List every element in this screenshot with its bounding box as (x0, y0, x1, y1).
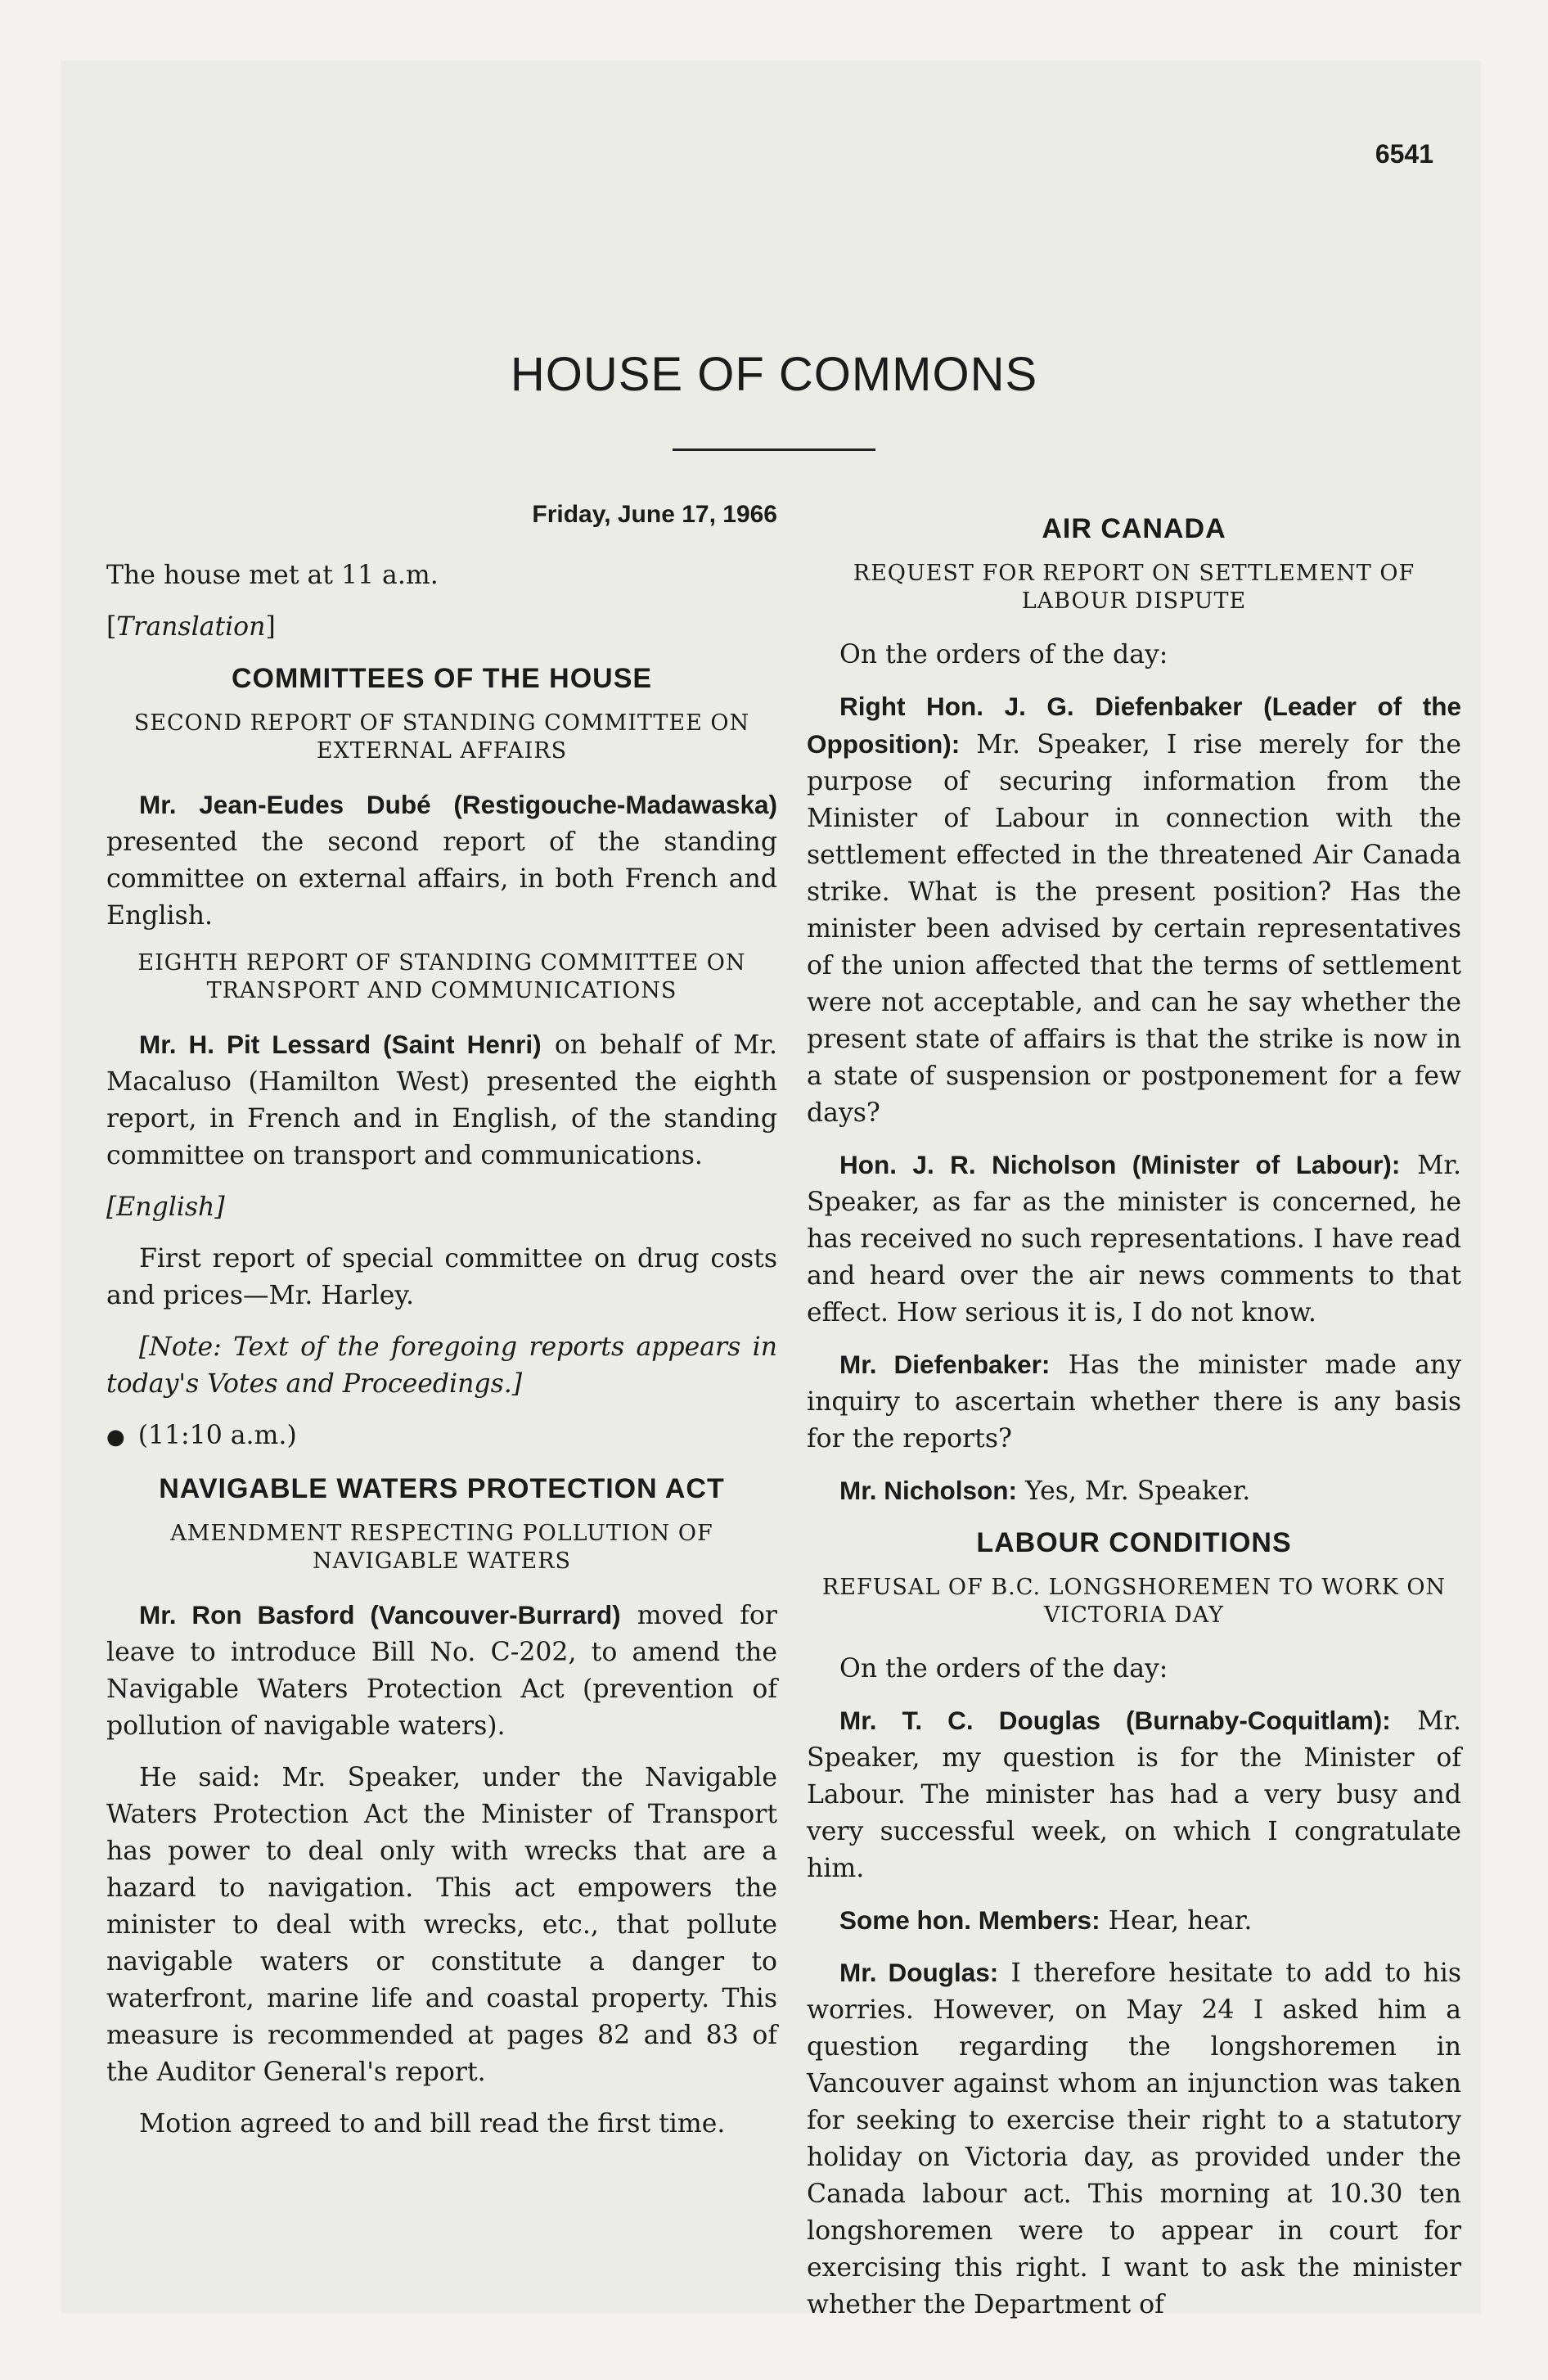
speaker-name: Mr. Douglas: (839, 1958, 999, 1987)
page-number: 6541 (1375, 139, 1433, 169)
note-paragraph: [Note: Text of the foregoing reports appears in today's Votes and Proceedings.] (106, 1332, 777, 1399)
bracket-close: ] (265, 612, 276, 642)
speech-paragraph (106, 1026, 777, 1174)
orders-line: On the orders of the day: (839, 640, 1168, 669)
speech-paragraph (807, 1702, 1461, 1887)
speech-text: I therefore hesitate to add to his worries. However, on May 24 I asked him a question regarding the longshoremen in Vancouver against whom an injunction was taken for seeking to exercise their right to a statutory holiday on Victoria day, as provided under the Canada labour act. This morning at 10.30 ten longshoremen were to appear in court for exercising this right. I want to ask the minister whether the Department of (807, 1959, 1462, 2319)
speaker-name: Hon. J. R. Nicholson (Minister of Labour): (839, 1150, 1401, 1179)
time-text: (11:10 a.m.) (137, 1421, 297, 1450)
speech-text: moved for leave to introduce Bill No. C-202, to amend the Navigable Waters Protection Act (prevention of pollution of navigable waters). (106, 1601, 777, 1741)
speech-text: Has the minister made any inquiry to ascertain whether there is any basis for the reports? (807, 1350, 1461, 1454)
speech-text: Mr. Speaker, as far as the minister is concerned, he has received no such representations. I have read and heard over the air news comments to that effect. How serious it is, I do not know. (807, 1151, 1461, 1327)
speech-paragraph (807, 688, 1461, 1132)
speaker-name: Mr. Jean-Eudes Dubé (Restigouche-Madawaska) (139, 790, 777, 819)
speech-text: Mr. Speaker, I rise merely for the purpose of securing information from the Minister of Labour in connection with the settlement effected in the threatened Air Canada strike. What is the present position? Has the minister been advised by certain representatives of the union affected that the terms of settlement were not acceptable, and can he say whether the present state of affairs is that the strike is now in a state of suspension or postponement for a few days? (807, 730, 1461, 1128)
subsection-heading: SECOND REPORT OF STANDING COMMITTEE ON EXTERNAL AFFAIRS (133, 710, 750, 764)
section-heading: COMMITTEES OF THE HOUSE (231, 663, 653, 694)
speech-paragraph (807, 1472, 1461, 1510)
section-heading: AIR CANADA (1042, 513, 1226, 544)
subsection-heading: REFUSAL OF B.C. LONGSHOREMEN TO WORK ON VICTORIA DAY (821, 1575, 1447, 1628)
speech-paragraph (807, 1902, 1461, 1940)
left-column (106, 496, 777, 2157)
speaker-name: Mr. T. C. Douglas (Burnaby-Coquitlam): (839, 1706, 1391, 1735)
section-heading: NAVIGABLE WATERS PROTECTION ACT (159, 1473, 725, 1504)
page-title: HOUSE OF COMMONS (510, 348, 1038, 401)
speaker-name: Some hon. Members: (839, 1905, 1100, 1935)
report-paragraph: First report of special committee on drug costs and prices—Mr. Harley. (106, 1244, 777, 1310)
section-heading: LABOUR CONDITIONS (976, 1527, 1292, 1558)
speech-text: on behalf of Mr. Macaluso (Hamilton West) presented the eighth report, in French and in English, of the standing committee on transport and communications. (106, 1030, 777, 1170)
speech-text: Hear, hear. (1100, 1906, 1253, 1936)
language-marker: [English] (106, 1192, 225, 1222)
opening-line: The house met at 11 a.m. (106, 561, 439, 590)
speech-paragraph (807, 1147, 1461, 1332)
speaker-name: Right Hon. J. G. Diefenbaker (Leader of the Opposition): (807, 692, 1461, 759)
bracket-open: [ (106, 612, 117, 642)
speech-paragraph: He said: Mr. Speaker, under the Navigable Waters Protection Act the Minister of Transport has power to deal only with wrecks that are a hazard to navigation. This act empowers the minister to deal with wrecks, etc., that pollute navigable waters or constitute a danger to waterfront, marine life and coastal property. This measure is recommended at pages 82 and 83 of the Auditor General's report. (106, 1763, 777, 2087)
speech-paragraph (807, 1346, 1461, 1458)
right-column (807, 496, 1461, 2338)
subsection-heading: REQUEST FOR REPORT ON SETTLEMENT OF LABOUR DISPUTE (853, 561, 1415, 614)
motion-paragraph: Motion agreed to and bill read the first time. (139, 2109, 726, 2139)
speech-text: Mr. Speaker, my question is for the Minister of Labour. The minister has had a very busy and very successful week, on which I congratulate him. (807, 1706, 1461, 1883)
speaker-name: Mr. Diefenbaker: (839, 1350, 1051, 1379)
speech-text: Yes, Mr. Speaker. (1017, 1476, 1251, 1506)
title-rule (673, 449, 875, 451)
translation-marker (106, 609, 777, 646)
orders-line: On the orders of the day: (839, 1654, 1168, 1684)
translation-word: Translation (116, 612, 266, 642)
speech-text: presented the second report of the standing committee on external affairs, in both French and English. (106, 827, 777, 931)
bullet-icon: ● (106, 1425, 125, 1449)
subsection-heading: AMENDMENT RESPECTING POLLUTION OF NAVIGABLE WATERS (170, 1521, 713, 1574)
speaker-name: Mr. Nicholson: (839, 1476, 1018, 1505)
speech-paragraph (106, 787, 777, 935)
speech-paragraph (807, 1954, 1461, 2324)
time-stamp (106, 1418, 777, 1456)
subsection-heading: EIGHTH REPORT OF STANDING COMMITTEE ON TRANSPORT AND COMMUNICATIONS (137, 950, 746, 1003)
speech-paragraph (106, 1597, 777, 1745)
speaker-name: Mr. H. Pit Lessard (Saint Henri) (139, 1030, 542, 1059)
sitting-date: Friday, June 17, 1966 (532, 501, 777, 528)
speaker-name: Mr. Ron Basford (Vancouver-Burrard) (139, 1600, 621, 1629)
